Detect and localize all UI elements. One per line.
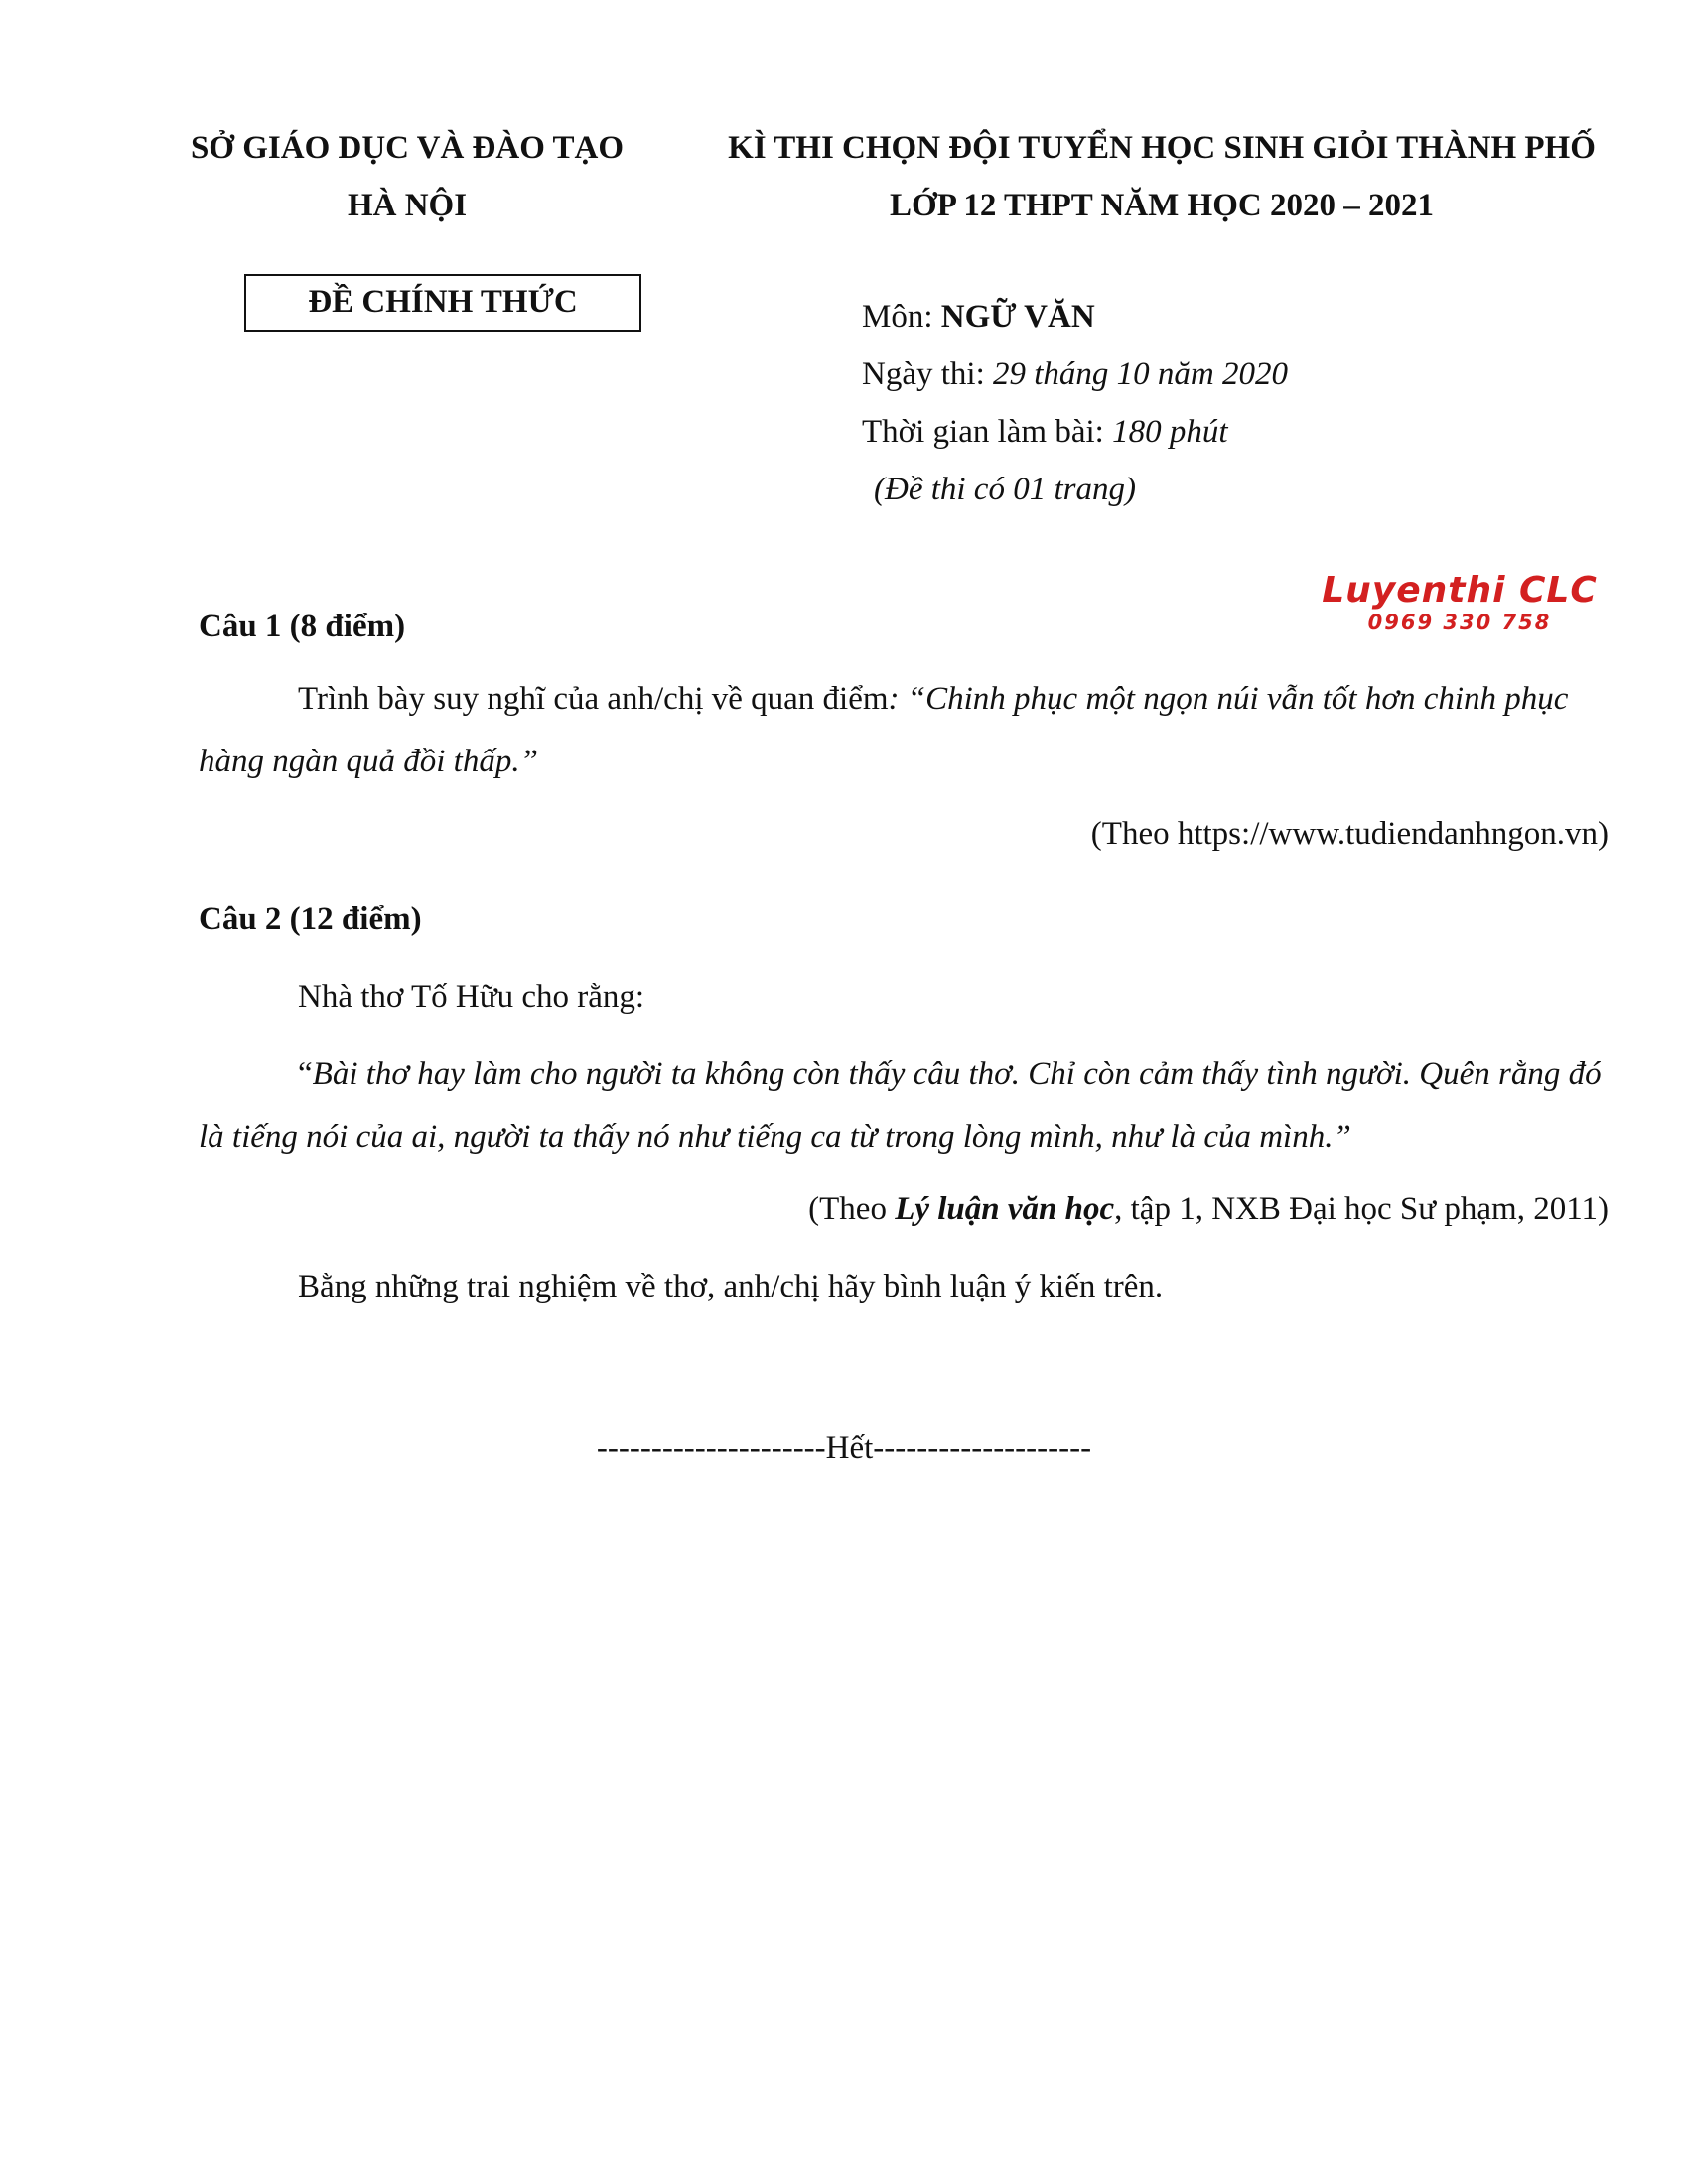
exam-meta [862,288,1288,518]
end-of-exam-marker: ---------------------Hết-------------------- [596,1431,1092,1466]
question-2-source-suffix: , tập 1, NXB Đại học Sư phạm, 2011) [1114,1191,1609,1227]
date-label: Ngày thi: [862,356,993,392]
duration-row [862,403,1288,461]
question-1-colon: : [888,681,908,717]
page-count-note: (Đề thi có 01 trang) [874,472,1136,507]
duration-label: Thời gian làm bài: [862,414,1113,450]
duration-value: 180 phút [1112,414,1228,450]
question-2-intro: Nhà thơ Tố Hữu cho rằng: [298,979,645,1015]
exam-title: KÌ THI CHỌN ĐỘI TUYỂN HỌC SINH GIỎI THÀNH PHỐ [728,130,1596,166]
question-2-open-quote: “ [298,1056,313,1092]
question-2-source-prefix: (Theo [808,1191,896,1227]
date-row [862,345,1288,403]
exam-header [665,119,1658,234]
question-2-title: Câu 2 (12 điểm) [199,901,422,937]
department-name: SỞ GIÁO DỤC VÀ ĐÀO TẠO [190,130,625,166]
question-1-title: Câu 1 (8 điểm) [199,609,406,644]
official-exam-box: ĐỀ CHÍNH THỨC [244,274,641,332]
subject-label: Môn: [862,299,941,335]
question-2-source-book: Lý luận văn học [895,1191,1115,1227]
logo-phone: 0969 330 758 [1367,611,1552,634]
date-value: 29 tháng 10 năm 2020 [992,356,1288,392]
question-1-prompt-text: Trình bày suy nghĩ của anh/chị về quan điểm [298,681,889,717]
exam-subtitle: LỚP 12 THPT NĂM HỌC 2020 – 2021 [890,188,1434,223]
question-1-prompt [199,668,1609,793]
department-city: HÀ NỘI [347,188,468,223]
subject-row [862,288,1288,345]
question-2-task: Bằng những trai nghiệm về thơ, anh/chị hãy bình luận ý kiến trên. [298,1269,1164,1304]
question-2-quote [199,1043,1609,1168]
question-2 [199,888,1609,1318]
department-header [139,119,675,234]
question-2-source [199,1178,1609,1241]
subject-value: NGỮ VĂN [940,299,1095,335]
question-1-source: (Theo https://www.tudiendanhngon.vn) [1090,816,1609,852]
logo-name: Luyenthi CLC [1322,570,1598,611]
question-2-quote-text: Bài thơ hay làm cho người ta không còn thấy câu thơ. Chỉ còn cảm thấy tình người. Quên rằng đó là tiếng nói của ai, người ta thấy nó như tiếng ca từ trong lòng mình, như là của mình.” [199,1056,1602,1155]
question-1 [199,596,1609,866]
question-1-quote: “Chinh phục một ngọn núi vẫn tốt hơn chinh phục hàng ngàn quả đồi thấp.” [199,681,1569,779]
